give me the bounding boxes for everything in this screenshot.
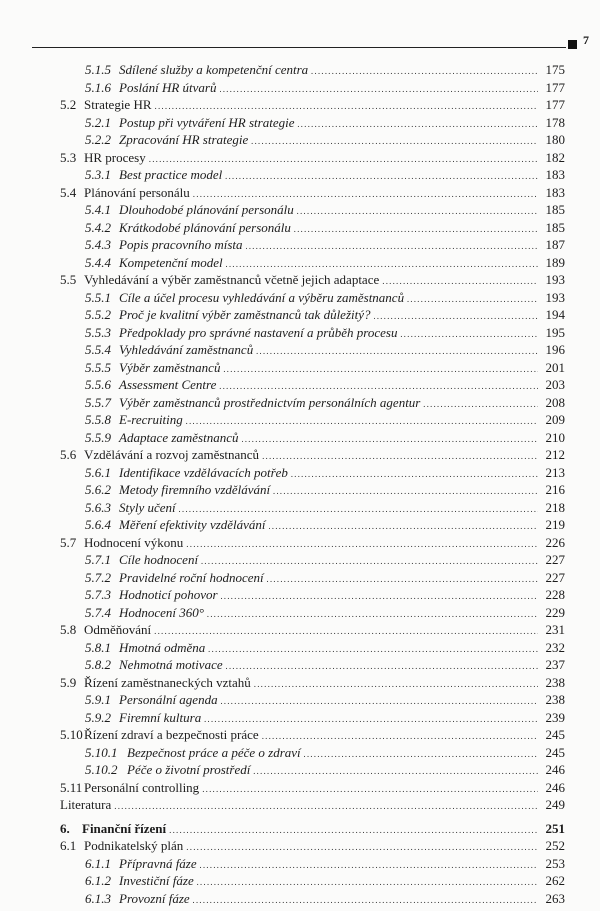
toc-entry-title: Dlouhodobé plánování personálu [119, 202, 294, 217]
toc-dot-leader [114, 798, 538, 816]
toc-entry-page: 218 [545, 499, 565, 515]
toc-entry-number: 5.1.5 [85, 62, 111, 77]
toc-entry-label [60, 796, 111, 814]
toc-entry-label [85, 744, 301, 762]
toc-entry-page: 177 [545, 97, 565, 112]
toc-entry-title: Bezpečnost práce a péče o zdraví [127, 744, 301, 760]
toc-entry [0, 429, 600, 447]
toc-entry-label [85, 429, 239, 447]
toc-entry-title: Hmotná odměna [119, 639, 206, 655]
toc-entry-title: Nehmotná motivace [119, 657, 223, 672]
toc-entry [0, 872, 600, 890]
toc-entry [0, 394, 600, 412]
toc-entry-label [85, 855, 197, 873]
toc-entry-number: 5.7.1 [85, 552, 111, 567]
toc-entry-label [60, 534, 183, 552]
toc-entry [0, 621, 600, 639]
toc-entry-title: Hodnoticí pohovor [119, 587, 218, 602]
toc-entry [0, 744, 600, 762]
toc-entry-title: E-recruiting [119, 412, 183, 427]
toc-entry-label [60, 820, 166, 838]
toc-entry-page: 185 [545, 202, 565, 217]
toc-entry-label [60, 837, 183, 855]
toc-entry-label [85, 359, 220, 377]
toc-entry [0, 219, 600, 237]
toc-entry-number: 5.5.5 [85, 359, 111, 375]
toc-entry-title: Identifikace vzdělávacích potřeb [119, 464, 288, 480]
toc-entry-page: 226 [545, 534, 565, 550]
toc-entry-title: Pravidelné roční hodnocení [119, 569, 264, 585]
toc-entry-title: Styly učení [119, 499, 176, 515]
toc-entry-title: Předpoklady pro správné nastavení a průběh procesu [119, 324, 398, 340]
toc-entry-label [85, 604, 204, 622]
toc-entry-number: 5.2 [60, 97, 77, 112]
toc-entry-title: Provozní fáze [119, 890, 190, 906]
toc-entry-page: 196 [545, 342, 565, 357]
toc-entry-title: Výběr zaměstnanců [119, 359, 221, 375]
toc-entry-title: Měření efektivity vzdělávání [119, 517, 266, 532]
toc-entry-page: 187 [545, 237, 565, 252]
toc-entry-label [60, 149, 146, 167]
toc-entry-label [60, 779, 199, 797]
toc-entry [0, 306, 600, 324]
toc-entry [0, 96, 600, 114]
toc-entry-page: 210 [545, 429, 565, 445]
toc-entry [0, 79, 600, 97]
toc-entry-label [85, 79, 217, 97]
toc-entry-number: 5.10.1 [85, 744, 118, 760]
toc-entry [0, 691, 600, 709]
toc-entry-page: 228 [545, 587, 565, 602]
toc-entry-label [85, 639, 205, 657]
toc-entry-label [85, 872, 194, 890]
toc-entry-page: 246 [545, 762, 565, 777]
toc-entry-page: 180 [545, 132, 565, 147]
toc-entry [0, 569, 600, 587]
toc-entry-page: 251 [545, 820, 565, 836]
toc-entry-label [60, 446, 259, 464]
toc-entry-title: Odměňování [84, 622, 152, 637]
toc-entry-title: Hodnocení výkonu [84, 534, 184, 550]
toc-entry-page: 227 [545, 569, 565, 585]
toc-entry-number: 5.7.4 [85, 604, 111, 620]
toc-entry [0, 376, 600, 394]
toc-entry-title: Vyhledávání a výběr zaměstnanců včetně jejich adaptace [84, 272, 380, 287]
toc-entry-number: 5.5.1 [85, 289, 111, 305]
toc-entry [0, 726, 600, 744]
toc-entry-number: 5.10 [60, 727, 83, 742]
page-number: 7 [583, 33, 589, 47]
toc-entry-title: Plánování personálu [84, 184, 190, 200]
toc-entry-title: Firemní kultura [119, 709, 202, 725]
toc-entry-title: Strategie HR [84, 97, 152, 112]
toc-entry-number: 5.6.1 [85, 464, 111, 480]
toc-entry [0, 586, 600, 604]
toc-entry-label [85, 551, 198, 569]
toc-entry-page: 201 [545, 359, 565, 375]
toc-entry-label [60, 96, 152, 114]
toc-entry-label [85, 236, 243, 254]
toc-entry-title: Krátkodobé plánování personálu [119, 219, 291, 235]
toc-entry-page: 231 [545, 622, 565, 637]
toc-entry-number: 5.4.1 [85, 202, 111, 217]
toc-entry-number: 5.3 [60, 149, 77, 165]
toc-entry-label [60, 726, 259, 744]
toc-entry [0, 837, 600, 855]
toc-entry-label [85, 464, 288, 482]
toc-entry-number: 6.1.1 [85, 855, 111, 871]
toc-entry-title: Cíle hodnocení [119, 552, 199, 567]
toc-entry [0, 131, 600, 149]
toc-entry-page: 203 [545, 377, 565, 392]
toc-entry-page: 189 [545, 254, 565, 270]
toc-entry-title: Metody firemního vzdělávání [119, 482, 271, 497]
toc-entry-page: 237 [545, 657, 565, 672]
toc-entry-page: 183 [545, 184, 565, 200]
toc-entry [0, 761, 600, 779]
toc-entry-title: Investiční fáze [119, 873, 194, 888]
toc-entry [0, 411, 600, 429]
toc-entry-number: 5.4 [60, 184, 77, 200]
toc-entry-number: 5.5.7 [85, 394, 111, 410]
toc-entry-number: 5.5 [60, 272, 77, 287]
toc-entry-title: Zpracování HR strategie [119, 132, 249, 147]
toc-entry-label [85, 306, 371, 324]
toc-entry [0, 114, 600, 132]
toc-entry [0, 779, 600, 797]
toc-entry-label [85, 114, 294, 132]
toc-entry [0, 254, 600, 272]
toc-entry [0, 796, 600, 814]
toc-entry [0, 446, 600, 464]
toc-entry-number: 5.5.8 [85, 412, 111, 427]
toc-entry-page: 213 [545, 464, 565, 480]
toc-entry [0, 534, 600, 552]
toc-entry-number: 5.7.2 [85, 569, 111, 585]
toc-entry-label [85, 586, 218, 604]
toc-entry-title: Finanční řízení [82, 820, 167, 836]
toc-entry-number: 5.5.9 [85, 429, 111, 445]
toc-entry-page: 246 [545, 779, 565, 795]
toc-entry-label [85, 254, 223, 272]
toc-entry [0, 61, 600, 79]
toc-entry-number: 6.1.3 [85, 890, 111, 906]
toc-entry [0, 271, 600, 289]
toc-entry-page: 252 [545, 838, 565, 853]
toc-entry [0, 324, 600, 342]
toc-entry-label [85, 394, 420, 412]
toc-entry-label [85, 761, 250, 779]
toc-entry-title: Péče o životní prostředí [127, 762, 251, 777]
toc-entry-number: 5.3.1 [85, 167, 111, 182]
toc-entry-number: 6.1.2 [85, 873, 111, 888]
toc-entry [0, 820, 600, 838]
toc-entry-page: 263 [545, 890, 565, 906]
toc-entry-number: 5.4.4 [85, 254, 111, 270]
toc-entry-title: HR procesy [84, 149, 146, 165]
toc-entry-title: Proč je kvalitní výběr zaměstnanců tak důležitý? [119, 307, 371, 322]
toc-entry-title: Cíle a účel procesu vyhledávání a výběru zaměstnanců [119, 289, 405, 305]
toc-entry-label [85, 890, 190, 908]
toc-entry-label [85, 499, 176, 517]
toc-entry-number: 5.7.3 [85, 587, 111, 602]
toc-entry-number: 5.2.1 [85, 114, 111, 130]
toc-entry-page: 195 [545, 324, 565, 340]
toc-entry-number: 5.4.3 [85, 237, 111, 252]
toc-entry-label [60, 621, 151, 639]
toc-entry-title: Best practice model [119, 167, 223, 182]
toc-entry-page: 219 [545, 517, 565, 532]
toc-entry-title: Poslání HR útvarů [119, 79, 217, 95]
toc-entry-title: Vzdělávání a rozvoj zaměstnanců [84, 447, 260, 462]
toc-entry [0, 516, 600, 534]
toc-entry-title: Assessment Centre [119, 377, 217, 392]
toc-dot-leader [193, 892, 538, 910]
toc-entry [0, 499, 600, 517]
toc-entry [0, 674, 600, 692]
toc-entry-page: 232 [545, 639, 565, 655]
toc-entry-number: 5.7 [60, 534, 77, 550]
toc-entry-title: Podnikatelský plán [84, 838, 184, 853]
toc-entry-label [85, 61, 308, 79]
toc-entry-title: Hodnocení 360° [119, 604, 204, 620]
toc-entry-label [85, 656, 223, 674]
toc-entry-page: 177 [545, 79, 565, 95]
toc-entry [0, 604, 600, 622]
toc-entry-title: Kompetenční model [119, 254, 223, 270]
toc-entry-number: 5.5.2 [85, 307, 111, 322]
toc-entry-page: 185 [545, 219, 565, 235]
toc-entry [0, 464, 600, 482]
toc-entry-label [60, 271, 379, 289]
toc-entry-number: 5.5.4 [85, 342, 111, 357]
toc-entry-number: 6. [60, 820, 70, 836]
toc-entry-page: 262 [545, 873, 565, 888]
toc-entry-title: Personální agenda [119, 692, 218, 707]
toc-entry-number: 5.9.1 [85, 692, 111, 707]
table-of-contents [0, 61, 600, 907]
toc-entry-title: Přípravná fáze [119, 855, 197, 871]
toc-entry-label [85, 201, 294, 219]
toc-entry-number: 5.6.4 [85, 517, 111, 532]
toc-entry-label [60, 184, 190, 202]
toc-entry-page: 249 [545, 797, 565, 812]
toc-entry-title: Literatura [60, 797, 112, 812]
toc-entry-label [85, 376, 216, 394]
toc-entry-page: 245 [545, 727, 565, 742]
toc-entry-label [85, 481, 270, 499]
toc-entry-label [85, 691, 218, 709]
toc-entry-page: 209 [545, 412, 565, 427]
toc-entry-page: 238 [545, 674, 565, 690]
toc-entry-page: 178 [545, 114, 565, 130]
toc-entry-page: 229 [545, 604, 565, 620]
toc-entry-number: 5.6.2 [85, 482, 111, 497]
toc-entry-page: 175 [545, 62, 565, 77]
toc-entry-number: 5.10.2 [85, 762, 118, 777]
toc-entry [0, 289, 600, 307]
toc-entry-title: Postup při vytváření HR strategie [119, 114, 295, 130]
toc-entry-page: 239 [545, 709, 565, 725]
toc-entry-number: 6.1 [60, 838, 77, 853]
toc-entry-label [85, 289, 404, 307]
toc-entry [0, 639, 600, 657]
toc-entry [0, 656, 600, 674]
toc-entry [0, 184, 600, 202]
page-marker-square [568, 40, 577, 49]
toc-entry-page: 182 [545, 149, 565, 165]
toc-entry [0, 890, 600, 908]
toc-entry-label [85, 569, 264, 587]
toc-entry-number: 5.8.2 [85, 657, 111, 672]
toc-entry [0, 201, 600, 219]
toc-entry-number: 5.2.2 [85, 132, 111, 147]
toc-entry-number: 5.1.6 [85, 79, 111, 95]
toc-entry-page: 253 [545, 855, 565, 871]
toc-entry-title: Výběr zaměstnanců prostřednictvím personálních agentur [119, 394, 421, 410]
toc-entry-page: 245 [545, 744, 565, 760]
toc-entry-label [85, 516, 266, 534]
toc-entry-page: 216 [545, 482, 565, 497]
toc-entry [0, 359, 600, 377]
toc-entry-label [85, 341, 253, 359]
toc-entry [0, 149, 600, 167]
toc-entry-page: 183 [545, 167, 565, 182]
toc-entry [0, 551, 600, 569]
toc-entry-number: 5.8 [60, 622, 77, 637]
toc-entry-number: 5.6.3 [85, 499, 111, 515]
toc-entry-number: 5.9 [60, 674, 77, 690]
toc-entry-number: 5.11 [60, 779, 83, 795]
toc-entry-title: Řízení zdraví a bezpečnosti práce [84, 727, 259, 742]
toc-entry-number: 5.4.2 [85, 219, 111, 235]
toc-entry-page: 193 [545, 289, 565, 305]
toc-entry-title: Řízení zaměstnaneckých vztahů [84, 674, 251, 690]
toc-entry-number: 5.5.3 [85, 324, 111, 340]
toc-entry [0, 236, 600, 254]
toc-entry-number: 5.8.1 [85, 639, 111, 655]
toc-entry-page: 194 [545, 307, 565, 322]
toc-entry-page: 208 [545, 394, 565, 410]
toc-entry-label [85, 411, 183, 429]
toc-entry-label [85, 709, 201, 727]
toc-entry [0, 709, 600, 727]
toc-entry-title: Popis pracovního místa [119, 237, 243, 252]
toc-entry-number: 5.6 [60, 447, 77, 462]
toc-entry-title: Adaptace zaměstnanců [119, 429, 239, 445]
toc-entry-page: 212 [545, 447, 565, 462]
toc-entry-label [85, 131, 248, 149]
toc-entry-number: 5.5.6 [85, 377, 111, 392]
toc-entry [0, 481, 600, 499]
toc-entry-page: 227 [545, 552, 565, 567]
toc-entry-title: Vyhledávání zaměstnanců [119, 342, 254, 357]
toc-entry-label [85, 324, 397, 342]
toc-entry-label [85, 219, 291, 237]
toc-entry-number: 5.9.2 [85, 709, 111, 725]
toc-entry-title: Sdílené služby a kompetenční centra [119, 62, 309, 77]
toc-entry [0, 341, 600, 359]
toc-entry [0, 855, 600, 873]
toc-entry-page: 193 [545, 272, 565, 287]
toc-entry-label [60, 674, 251, 692]
toc-entry-title: Personální controlling [84, 779, 200, 795]
toc-entry-label [85, 166, 222, 184]
toc-entry-page: 238 [545, 692, 565, 707]
header-rule [32, 47, 566, 48]
toc-entry [0, 166, 600, 184]
